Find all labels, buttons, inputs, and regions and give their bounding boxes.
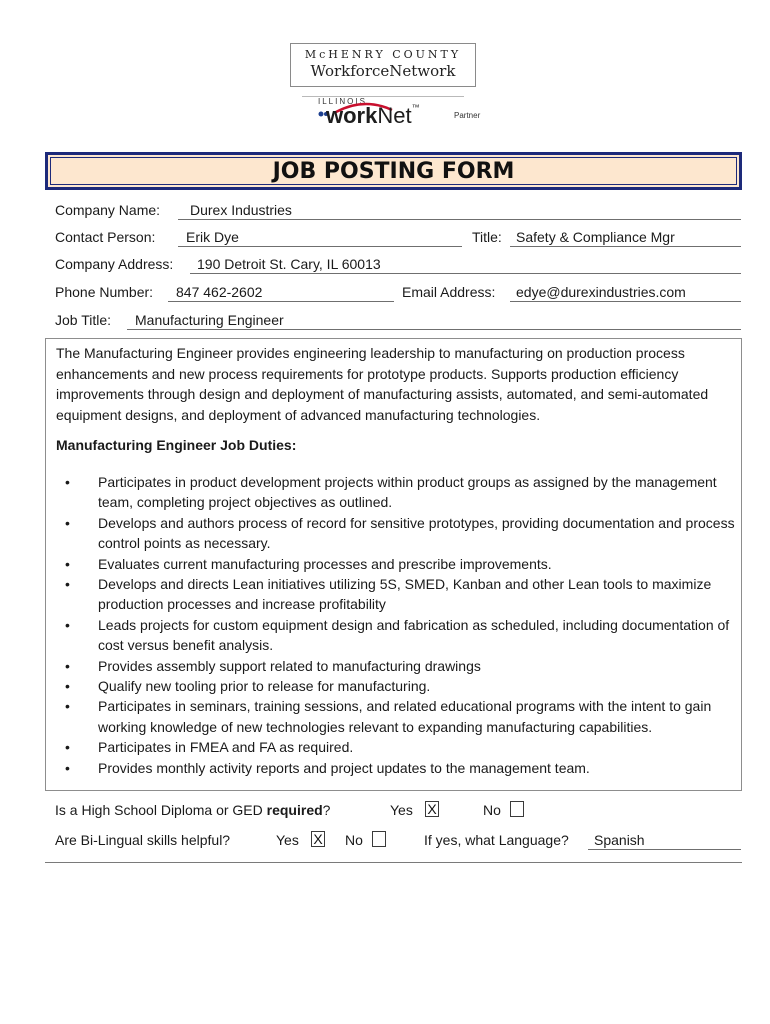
logo-network-text: WorkforceNetwork [310,62,456,80]
title-label: Title: [472,229,502,245]
page-title: JOB POSTING FORM [272,159,515,184]
illinois-worknet-logo [326,103,420,129]
email-address-field[interactable]: edye@durexindustries.com [516,284,686,300]
duty-text: Leads projects for custom equipment design and fabrication as scheduled, including documentation of cost versus benefit analysis. [98,616,730,654]
title-underline [510,246,741,247]
duty-text: Provides monthly activity reports and project updates to the management team. [98,759,590,776]
diploma-question-mark: ? [322,802,331,818]
language-field[interactable]: Spanish [594,832,645,848]
bilingual-yes-checkbox[interactable]: X [311,831,325,847]
diploma-required-text: required [266,802,323,818]
title-field[interactable]: Safety & Compliance Mgr [516,229,675,245]
company-address-label: Company Address: [55,256,174,272]
job-description-box[interactable] [45,338,742,791]
language-underline [588,849,741,850]
duty-item [56,574,740,615]
company-name-underline [178,219,741,220]
email-address-label: Email Address: [402,284,496,300]
duty-item [56,758,740,778]
bullet: • [65,474,70,490]
job-summary-text: The Manufacturing Engineer provides engineering leadership to manufacturing on production process enhancements and new process requirements for prototype products. Supports production efficiency improvements through design and deployment of manufacturing assists, automated, and semi-automated equipment designs, and deployment of advanced manufacturing technologies. [56,345,709,423]
diploma-question [55,802,330,818]
duty-item [56,615,740,656]
duty-text: Participates in FMEA and FA as required. [98,739,354,756]
contact-person-label: Contact Person: [55,229,156,245]
duty-item [56,656,740,676]
company-address-underline [190,273,741,274]
bilingual-question: Are Bi-Lingual skills helpful? [55,832,231,848]
diploma-no-checkbox[interactable] [510,801,524,817]
company-name-label: Company Name: [55,202,161,218]
duty-text: Develops and directs Lean initiatives utilizing 5S, SMED, Kanban and other Lean tools to maximize production processes and increase profitability [98,576,712,613]
diploma-yes-checkbox[interactable]: X [425,801,439,817]
diploma-question-text: Is a High School Diploma or GED [55,802,267,818]
language-label: If yes, what Language? [424,832,569,848]
phone-number-label: Phone Number: [55,284,154,300]
phone-number-underline [168,301,394,302]
duty-text: Evaluates current manufacturing processes and prescribe improvements. [98,555,552,572]
duty-item [56,737,740,757]
contact-person-underline [178,246,462,247]
bullet: • [65,759,70,776]
duty-text: Develops and authors process of record for sensitive prototypes, providing documentation and process control points as necessary. [98,514,735,552]
mchenry-county-logo [290,43,476,87]
bottom-divider [45,862,742,863]
duty-item [56,513,740,554]
worknet-net-text: Net [377,103,412,128]
job-title-underline [127,329,741,330]
company-name-field[interactable]: Durex Industries [190,202,292,218]
duties-list [56,472,740,778]
bullet: • [65,698,70,715]
diploma-no-label: No [483,802,501,818]
bullet: • [65,514,70,531]
bullet: • [65,739,70,756]
duty-text: Qualify new tooling prior to release for manufacturing. [98,678,431,695]
duty-item [56,554,740,574]
phone-number-field[interactable]: 847 462-2602 [176,284,263,300]
job-title-field[interactable]: Manufacturing Engineer [135,312,284,328]
contact-person-field[interactable]: Erik Dye [186,229,239,245]
email-address-underline [510,301,741,302]
duty-text: Participates in product development projects within product groups as assigned by the management team, completing project objectives as outlined. [98,474,717,511]
company-address-field[interactable]: 190 Detroit St. Cary, IL 60013 [197,256,381,272]
duty-item [56,676,740,696]
bullet: • [65,576,70,593]
bullet: • [65,616,70,633]
logo-county-text: McHENRY COUNTY [304,48,462,61]
duties-heading: Manufacturing Engineer Job Duties: [56,437,297,453]
bullet: • [65,678,70,695]
bilingual-yes-label: Yes [276,832,299,848]
partner-text: Partner [454,111,481,120]
bilingual-no-label: No [345,832,363,848]
diploma-yes-label: Yes [390,802,413,818]
job-title-label: Job Title: [55,312,112,328]
worknet-bold-text: work [326,103,378,128]
duty-text: Participates in seminars, training sessions, and related educational programs with the intent to gain working knowledge of new technologies relevant to expanding manufacturing capabilities. [98,698,712,735]
form-header-bar [45,152,742,190]
worknet-tm: ™ [411,103,420,112]
bullet: • [65,555,70,572]
bullet: • [65,657,70,674]
duty-item [56,696,740,737]
duty-item [56,472,740,513]
illinois-text: ILLINOIS [318,97,367,106]
duty-text: Provides assembly support related to manufacturing drawings [98,657,481,674]
bilingual-no-checkbox[interactable] [372,831,386,847]
